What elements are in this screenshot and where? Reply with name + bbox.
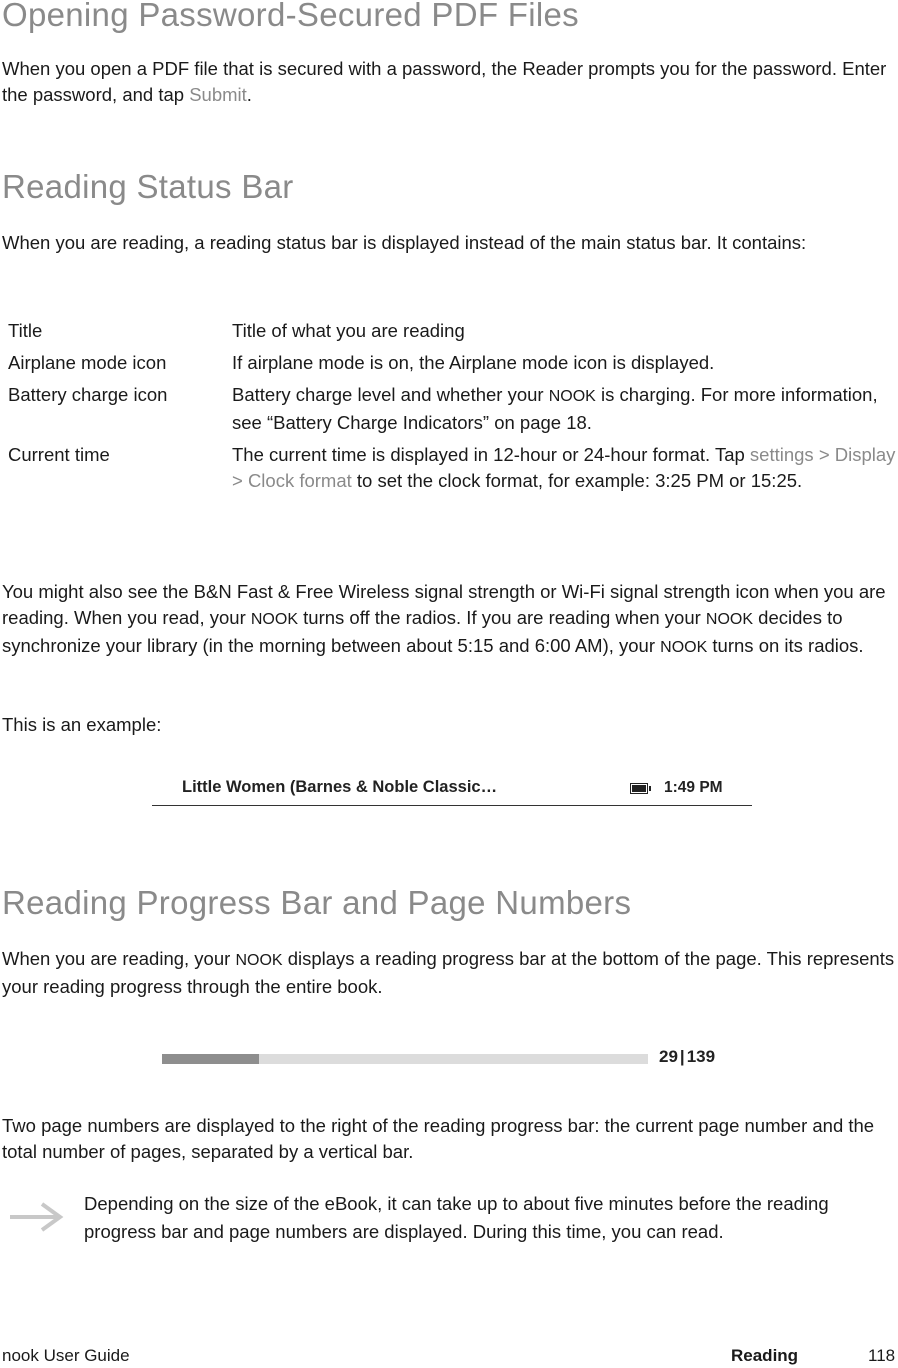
para-text: turns on its radios. — [707, 635, 864, 656]
page-numbers — [659, 1047, 715, 1067]
page-numbers-paragraph: Two page numbers are displayed to the right of the reading progress bar: the current page number and the total number of pages, separated by a vertical bar. — [2, 1115, 875, 1162]
row-key: Battery charge icon — [8, 384, 168, 405]
footer-guide-title: nook User Guide — [2, 1346, 130, 1365]
row-value: If airplane mode is on, the Airplane mode icon is displayed. — [232, 352, 715, 373]
table-row — [8, 350, 896, 382]
arrow-right-icon — [8, 1202, 64, 1232]
row-value-text: to set the clock format, for example: 3:25 PM or 15:25. — [351, 470, 803, 491]
row-key: Current time — [8, 444, 110, 465]
radios-paragraph — [2, 579, 896, 661]
nook-brand-text: NOOK — [235, 952, 283, 969]
clock-format-path: settings > Display > Clock format — [232, 444, 896, 491]
table-row — [8, 318, 896, 350]
pdf-section-heading: Opening Password-Secured PDF Files — [2, 0, 579, 33]
row-value-text: Battery charge level and whether your — [232, 384, 549, 405]
pdf-section-body — [2, 56, 896, 108]
page-separator: | — [679, 1047, 685, 1066]
footer-section-name: Reading — [731, 1346, 799, 1365]
para-text: You might also see the B&N Fast & Free Wireless signal strength or Wi-Fi signal strength icon when you are reading. When you read, your — [2, 581, 886, 628]
reading-status-bar-example — [152, 774, 752, 806]
row-value-text: is charging. For more information, see “Battery Charge Indicators” on page 18. — [232, 384, 878, 433]
table-row — [8, 442, 896, 494]
row-value — [232, 442, 896, 494]
nook-brand-text: NOOK — [548, 388, 596, 405]
row-value: Title of what you are reading — [232, 320, 465, 341]
nook-brand-text: NOOK — [250, 611, 298, 628]
table-row — [8, 382, 896, 442]
status-bar-book-title: Little Women (Barnes & Noble Classic… — [182, 778, 498, 796]
status-bar-intro: When you are reading, a reading status bar is displayed instead of the main status bar. It contains: — [2, 232, 807, 253]
nook-brand-text: NOOK — [705, 611, 754, 628]
intro-text: When you are reading, your — [2, 948, 236, 969]
status-bar-time: 1:49 PM — [664, 779, 723, 796]
progress-section-heading: Reading Progress Bar and Page Numbers — [2, 884, 632, 921]
total-page-number: 139 — [686, 1047, 716, 1066]
progress-intro — [2, 946, 896, 1000]
reading-progress-fill — [162, 1054, 259, 1064]
intro-text: displays a reading progress bar at the bottom of the page. This represents your reading progress through the entire book. — [2, 948, 895, 997]
pdf-body-text: When you open a PDF file that is secured with a password, the Reader prompts you for the password. Enter the password, and tap — [2, 58, 887, 105]
battery-full-icon — [630, 783, 648, 794]
status-bar-heading: Reading Status Bar — [2, 168, 294, 205]
para-text: decides to synchronize your library (in the morning between about 5:15 and 6:00 AM), your — [2, 607, 843, 656]
row-value-text: The current time is displayed in 12-hour or 24-hour format. Tap — [232, 444, 750, 465]
submit-reference: Submit — [189, 84, 247, 105]
pdf-body-end: . — [246, 84, 252, 105]
para-text: turns off the radios. If you are reading when your — [298, 607, 706, 628]
note-text: Depending on the size of the eBook, it can take up to about five minutes before the reading progress bar and page numbers are displayed. During this time, you can read. — [84, 1193, 829, 1242]
row-key: Title — [8, 320, 43, 341]
row-key: Airplane mode icon — [8, 352, 167, 373]
reading-progress-bar — [162, 1054, 648, 1064]
status-bar-items-table — [8, 318, 896, 494]
example-label: This is an example: — [2, 714, 162, 735]
current-page-number: 29 — [659, 1047, 678, 1066]
battery-level — [632, 785, 646, 792]
footer-page-number: 118 — [868, 1346, 896, 1365]
row-value — [232, 382, 896, 442]
nook-brand-text: NOOK — [660, 639, 708, 656]
